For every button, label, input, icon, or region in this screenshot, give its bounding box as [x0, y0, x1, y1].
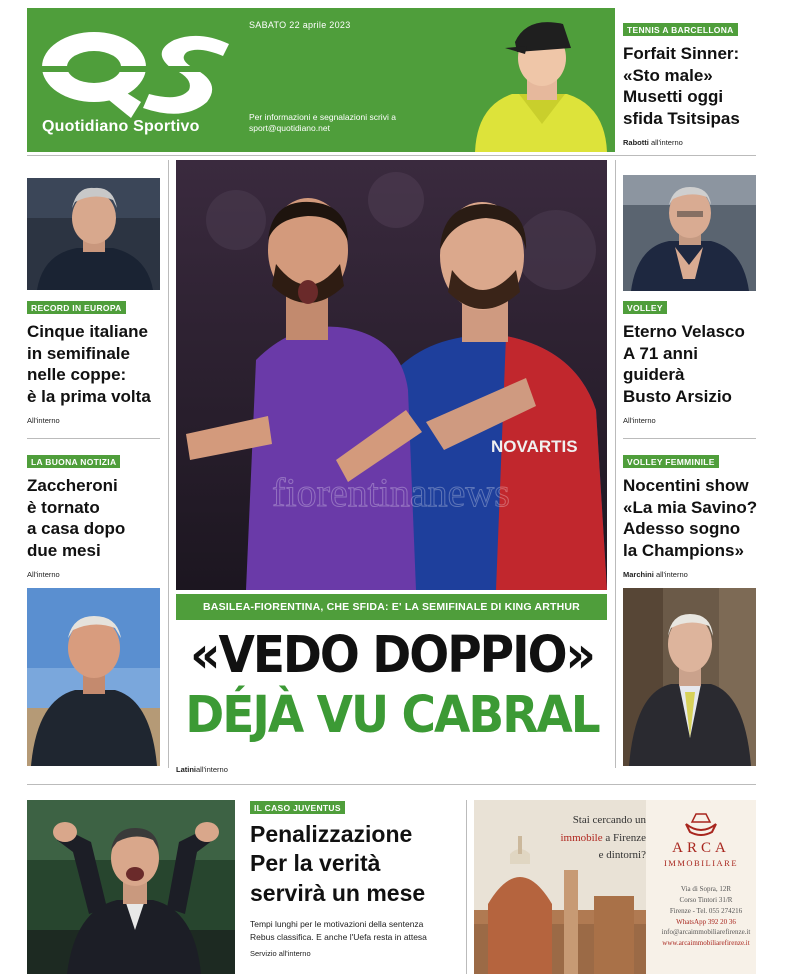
ad-arca-immobiliare[interactable] — [474, 800, 756, 974]
byline-author: Servizio — [250, 948, 277, 958]
headline-line: Nocentini show — [623, 476, 749, 495]
headline-line: nelle coppe: — [27, 365, 127, 385]
ad-address: Via di Sopra, 12R — [680, 885, 732, 893]
main-headline[interactable]: «VEDO DOPPIO» — [190, 625, 594, 686]
watermark: fiorentinanews — [272, 470, 510, 515]
headline-line: A 71 anni — [623, 343, 698, 363]
story-nocentini[interactable] — [623, 452, 763, 579]
headline-line: servirà un mese — [250, 879, 426, 906]
section-tag: RECORD IN EUROPA — [27, 301, 126, 314]
headline-line: Per la verità — [250, 850, 381, 877]
contact-email[interactable]: sport@quotidiano.net — [249, 123, 330, 134]
main-photo — [176, 160, 607, 590]
byline-suffix: all'interno — [278, 948, 311, 958]
ad-line — [538, 830, 646, 848]
story-record-europa[interactable] — [27, 298, 167, 425]
headline — [623, 321, 763, 407]
masthead — [27, 8, 615, 152]
headline-line: è la prima volta — [27, 386, 151, 406]
ad-whatsapp: WhatsApp 392 20 36 — [676, 917, 736, 926]
arca-logo-icon — [684, 810, 718, 836]
divider — [27, 784, 756, 785]
headline-line: è tornato — [27, 497, 100, 517]
byline-author: Marchini — [623, 570, 654, 580]
byline-author: Latini — [176, 765, 196, 774]
section-tag: TENNIS A BARCELLONA — [623, 23, 738, 36]
ad-website[interactable]: www.arcaimmobiliarefirenze.it — [662, 939, 750, 948]
jersey-sponsor: NOVARTIS — [491, 437, 578, 456]
section-tag: IL CASO JUVENTUS — [250, 801, 345, 814]
ad-address: Corso Tintori 31/R — [679, 895, 733, 904]
headline-line: Forfait Sinner: — [623, 44, 740, 63]
headline — [27, 475, 167, 561]
story-sinner[interactable] — [623, 20, 763, 147]
byline: All'interno — [623, 416, 656, 426]
ad-line: Stai cercando un — [572, 814, 646, 826]
headline — [623, 475, 763, 561]
story-juventus[interactable] — [250, 798, 460, 958]
nocentini-photo — [623, 588, 756, 766]
qs-logo — [39, 22, 229, 118]
headline — [623, 43, 763, 129]
section-tag: VOLLEY — [623, 301, 667, 314]
byline-suffix: all'interno — [196, 765, 228, 774]
contact-info — [249, 112, 429, 135]
contact-info-line: Per informazioni e segnalazioni scrivi a — [249, 112, 396, 122]
summary-line: Tempi lunghi per le motivazioni della sentenza — [250, 919, 424, 930]
headline-line: guiderà — [623, 365, 685, 385]
story-velasco[interactable] — [623, 298, 763, 425]
issue-date: SABATO 22 aprile 2023 — [249, 20, 351, 30]
headline-line: Penalizzazione — [250, 821, 413, 847]
headline-line: «Sto male» — [623, 65, 713, 85]
sinner-photo — [467, 8, 615, 152]
divider — [27, 438, 160, 439]
ad-email[interactable]: info@arcaimmobiliarefirenze.it — [661, 928, 751, 937]
ad-line-rest: a Firenze — [602, 831, 646, 844]
summary-line: Rebus classifica. E anche l'Uefa resta in attesa — [250, 931, 427, 942]
mourinho-photo — [27, 178, 160, 290]
headline-line: Zaccheroni — [27, 476, 118, 495]
headline — [250, 820, 460, 908]
divider — [27, 155, 756, 156]
story-zaccheroni[interactable] — [27, 452, 167, 579]
section-tag: VOLLEY FEMMINILE — [623, 455, 719, 468]
byline — [250, 949, 460, 958]
headline-line: la Champions» — [623, 540, 744, 560]
ad-brand: ARCA — [672, 840, 730, 856]
byline — [623, 570, 763, 579]
headline-line: in semifinale — [27, 343, 130, 363]
headline-line: due mesi — [27, 540, 101, 560]
byline-suffix: all'interno — [650, 138, 683, 148]
ad-copy — [538, 812, 646, 865]
ad-brand-sub: IMMOBILIARE — [663, 858, 739, 868]
section-tag: LA BUONA NOTIZIA — [27, 455, 120, 468]
ad-highlight: immobile — [560, 831, 603, 844]
ad-line: e dintorni? — [598, 849, 646, 862]
zaccheroni-photo — [27, 588, 160, 766]
headline-line: Musetti oggi — [623, 87, 724, 107]
headline-line: Eterno Velasco — [623, 322, 745, 341]
divider — [615, 160, 616, 768]
logo-subtitle: Quotidiano Sportivo — [42, 118, 200, 135]
summary — [250, 918, 460, 943]
headline-line: Busto Arsizio — [623, 386, 732, 406]
byline-suffix: all'interno — [655, 570, 688, 580]
allegri-photo — [27, 800, 235, 974]
headline-line: a casa dopo — [27, 519, 126, 539]
divider — [466, 800, 467, 974]
main-subheadline[interactable]: DÉJÀ VU CABRAL — [185, 685, 599, 746]
byline-author: Rabotti — [623, 138, 649, 148]
byline — [623, 138, 763, 147]
headline-line: sfida Tsitsipas — [623, 108, 740, 128]
ad-brand-panel — [646, 800, 756, 974]
byline: All'interno — [27, 416, 60, 426]
headline-line: Adesso sogno — [623, 519, 741, 539]
divider — [623, 438, 756, 439]
ad-contact — [660, 884, 752, 949]
ad-phone: Firenze - Tel. 055 274216 — [669, 906, 743, 915]
byline — [176, 765, 228, 774]
byline: All'interno — [27, 570, 60, 580]
headline-line: Cinque italiane — [27, 322, 148, 341]
headline-line: «La mia Savino? — [623, 497, 758, 517]
divider — [168, 160, 169, 768]
velasco-photo — [623, 175, 756, 291]
photo-caption: BASILEA-FIORENTINA, CHE SFIDA: E' LA SEMIFINALE DI KING ARTHUR — [176, 594, 607, 620]
headline — [27, 321, 167, 407]
